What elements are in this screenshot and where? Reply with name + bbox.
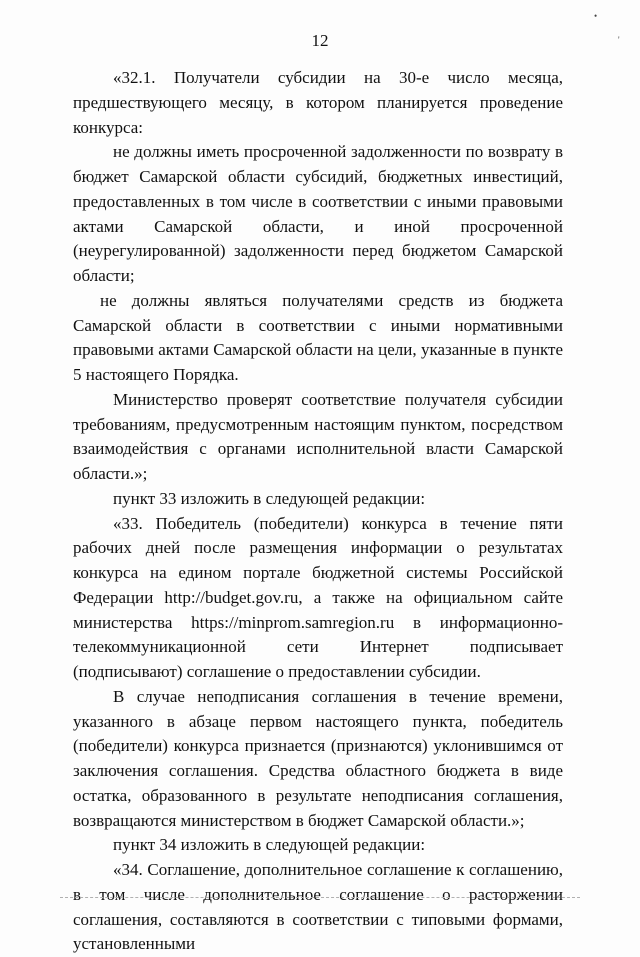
paragraph-amend-34: пункт 34 изложить в следующей редакции: <box>113 835 426 855</box>
paragraph-no-overdue-debt: не должны иметь просроченной задолженности по возврату в бюджет Самарской области субсидий, бюджетных инвестиций, предоставленных в том числе в соответствии с иными правовыми актами Самарской области, и иной просроченной (неурегулированной) задолженности перед бюджетом Самарской области; <box>73 142 563 285</box>
paragraph-32-1-intro: «32.1. Получатели субсидии на 30-е число месяца, предшествующего месяцу, в котором планируется проведение конкурса: <box>73 68 563 137</box>
scan-tick-mark: ' <box>618 35 620 45</box>
paragraph-33-non-signing: В случае неподписания соглашения в течение времени, указанного в абзаце первом настоящего пункта, победитель (победители) конкурса признается (признаются) уклонившимся от заключения соглашения. Средства областного бюджета в виде остатка, образованного в результате неподписания соглашения, возвращаются министерством в бюджет Самарской области.»; <box>73 686 563 830</box>
paragraph-34-agreement: «34. Соглашение, дополнительное соглашение к соглашению, в том числе дополнительное соглашение о расторжении соглашения, составляются в соответствии с типовыми формами, установленными <box>73 860 563 954</box>
scan-edge-line <box>60 897 580 898</box>
paragraph-ministry-checks: Министерство проверят соответствие получателя субсидии требованиям, предусмотренным настоящим пунктом, посредством взаимодействия с органами исполнительной власти Самарской области.»; <box>73 389 563 483</box>
paragraph-amend-33: пункт 33 изложить в следующей редакции: <box>113 488 426 508</box>
paragraph-not-recipients: не должны являться получателями средств из бюджета Самарской области в соответствии с иными нормативными правовыми актами Самарской области на цели, указанные в пункте 5 настоящего Порядка. <box>73 290 563 384</box>
document-body <box>73 66 563 957</box>
scan-dot-mark: • <box>594 11 598 21</box>
page-number: 12 <box>311 31 329 50</box>
paragraph-33-winner: «33. Победитель (победители) конкурса в течение пяти рабочих дней после размещения информации о результатах конкурса на едином портале бюджетной системы Российской Федерации http://budget.gov.ru, а также на официальном сайте министерства https://minprom.samregion.ru в информационно-телекоммуникационной сети Интернет подписывает (подписывают) соглашение о предоставлении субсидии. <box>73 513 563 681</box>
